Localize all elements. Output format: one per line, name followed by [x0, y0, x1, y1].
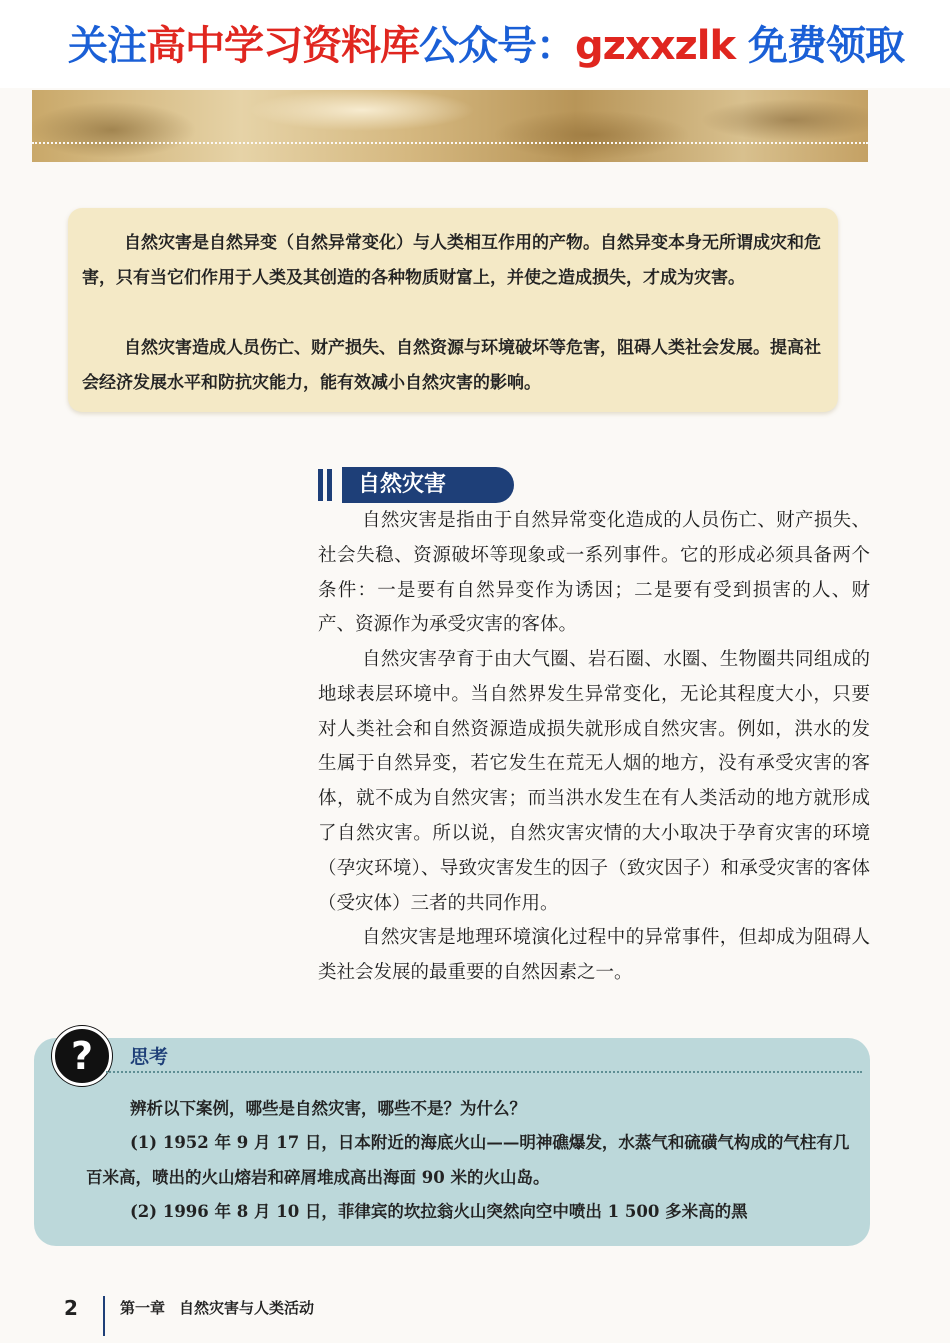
think-item-1: (1) 1952 年 9 月 17 日，日本附近的海底火山——明神礁爆发，水蒸气和硫磺气构成的气柱有几百米高，喷出的火山熔岩和碎屑堆成高出海面 90 米的火山岛。 [86, 1133, 850, 1187]
banner-text-4: gzxxzlk [575, 23, 736, 69]
body-paragraph-3: 自然灾害是地理环境演化过程中的异常事件，但却成为阻碍人类社会发展的最重要的自然因素之一。 [318, 927, 870, 983]
banner-text-5: 免费领取 [735, 23, 905, 69]
body-paragraph-1: 自然灾害是指由于自然异常变化造成的人员伤亡、财产损失、社会失稳、资源破坏等现象或一系列事件。它的形成必须具备两个条件：一是要有自然异变作为诱因；二是要有受到损害的人、财产、资源作为承受灾害的客体。 [318, 510, 870, 636]
page-number: 2 [64, 1296, 78, 1320]
footer-rule [103, 1296, 105, 1336]
header-photo-strip [32, 90, 868, 162]
banner-text-3: 公众号： [419, 23, 575, 69]
think-box [34, 1034, 870, 1246]
banner-text-1: 关注 [68, 23, 146, 69]
section-heading [318, 467, 518, 503]
heading-bar-2 [327, 469, 332, 501]
intro-paragraph-1: 自然灾害是自然异变（自然异常变化）与人类相互作用的产物。自然异变本身无所谓成灾和危害，只有当它们作用于人类及其创造的各种物质财富上，并使之造成损失，才成为灾害。 [82, 233, 821, 288]
think-title: 思考 [130, 1046, 169, 1068]
think-item-2: (2) 1996 年 8 月 10 日，菲律宾的坎拉翁火山突然向空中喷出 1 500 多米高的黑 [130, 1202, 748, 1221]
intro-paragraph-2: 自然灾害造成人员伤亡、财产损失、自然资源与环境破坏等危害，阻碍人类社会发展。提高社会经济发展水平和防抗灾能力，能有效减小自然灾害的影响。 [82, 338, 821, 393]
footer-chapter: 第一章 [120, 1299, 166, 1317]
running-footer [120, 1298, 314, 1318]
promo-banner-text [68, 22, 950, 70]
footer-chapter-title: 自然灾害与人类活动 [179, 1299, 315, 1317]
body-paragraph-2: 自然灾害孕育于由大气圈、岩石圈、水圈、生物圈共同组成的地球表层环境中。当自然界发生异常变化，无论其程度大小，只要对人类社会和自然资源造成损失就形成自然灾害。例如，洪水的发生属于自然异变，若它发生在荒无人烟的地方，没有承受灾害的客体，就不成为自然灾害；而当洪水发生在有人类活动的地方就形成了自然灾害。所以说，自然灾害灾情的大小取决于孕育灾害的环境（孕灾环境）、导致灾害发生的因子（致灾因子）和承受灾害的客体（受灾体）三者的共同作用。 [318, 649, 870, 914]
banner-text-2: 高中学习资料库 [146, 23, 419, 69]
promo-banner [0, 0, 950, 88]
think-question: 辨析以下案例，哪些是自然灾害，哪些不是？为什么？ [130, 1099, 526, 1118]
think-dotted-rule [106, 1071, 862, 1073]
heading-bar-1 [318, 469, 323, 501]
question-mark-icon: ? [52, 1026, 112, 1086]
intro-summary-box [68, 208, 838, 412]
section-title: 自然灾害 [358, 472, 447, 497]
header-dotted-rule [32, 142, 868, 144]
